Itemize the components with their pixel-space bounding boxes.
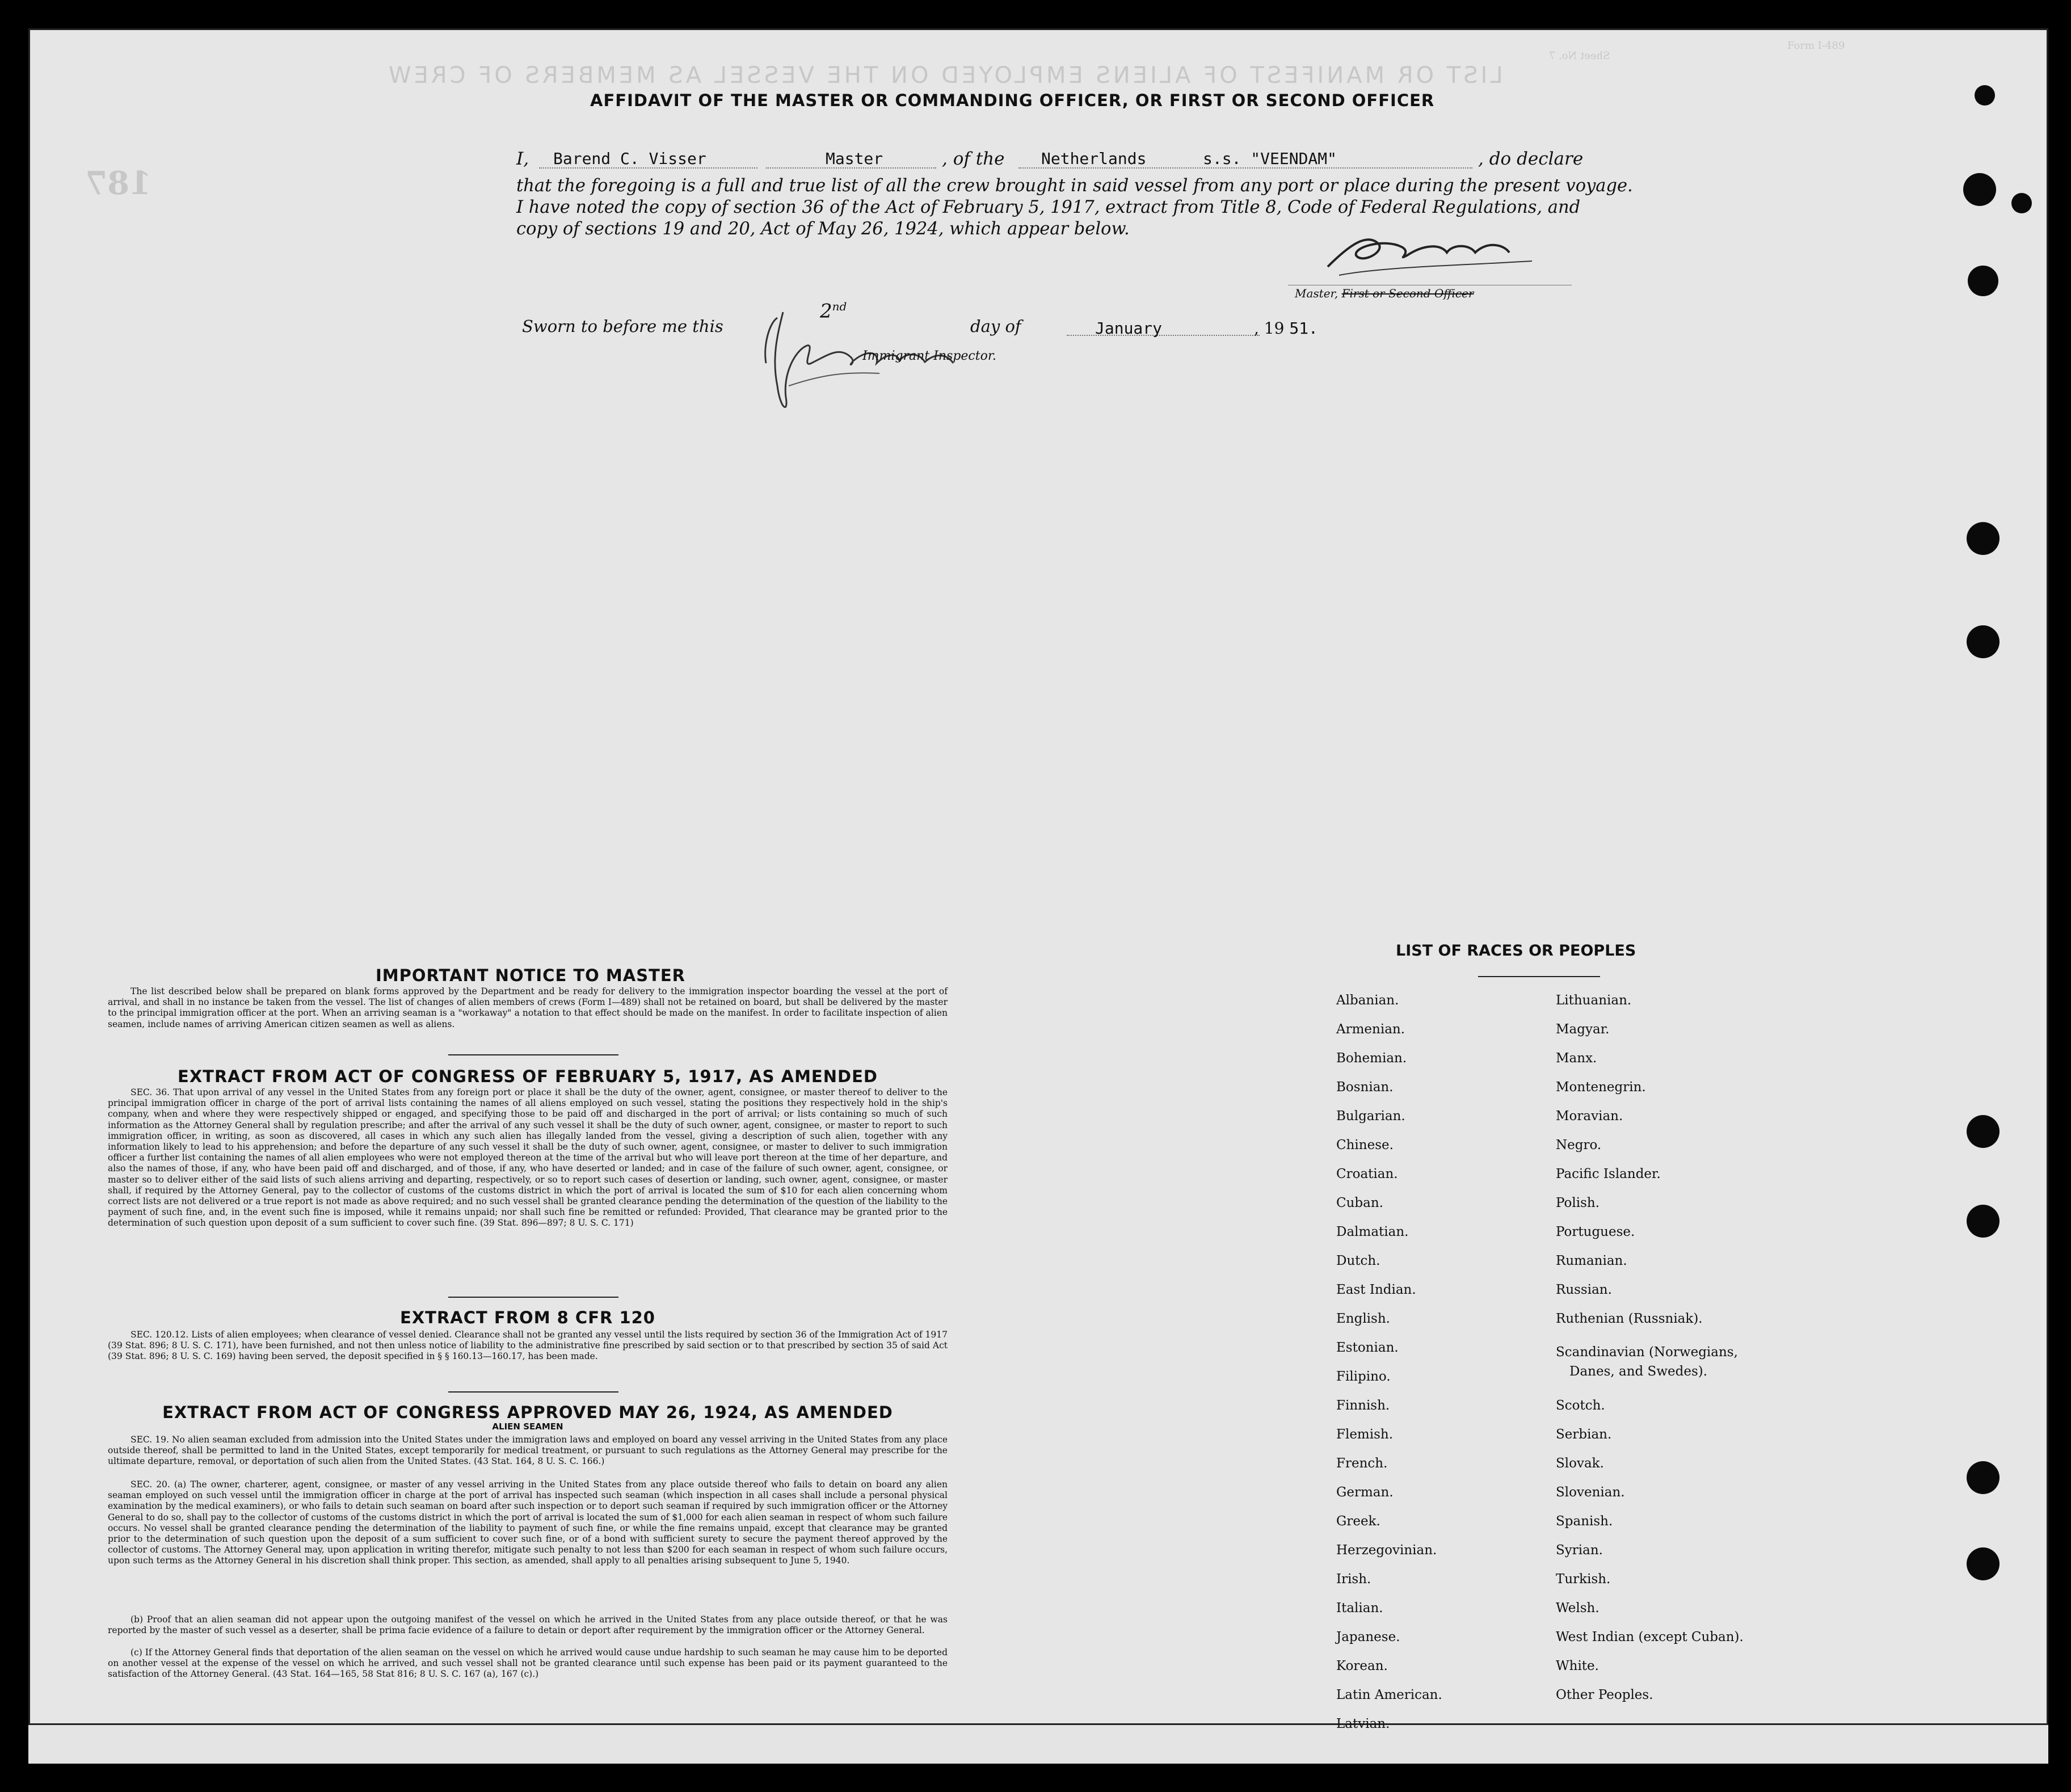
vessel-name: s.s. "VEENDAM" xyxy=(1203,149,1337,168)
race-item: Bohemian. xyxy=(1336,1051,1407,1066)
inspector-signature xyxy=(755,301,1050,426)
race-item: Scotch. xyxy=(1556,1398,1605,1413)
race-item: Finnish. xyxy=(1336,1398,1390,1413)
master-caption-struck: First or Second Officer xyxy=(1341,287,1474,300)
extract-1924-sec19: SEC. 19. No alien seaman excluded from admission into the United States under the immigration laws and employed on board any vessel arriving in the United States from any place outside thereof, shall be permitted to land in the United States, except temporarily for medical treatment, or pursuant to such regulations as the Attorney General may prescribe for the ultimate departure, removal, or deportation of such alien from the United States. (43 Stat. 164, 8 U. S. C. 166.) xyxy=(108,1435,948,1467)
extract-1917-title: EXTRACT FROM ACT OF CONGRESS OF FEBRUARY 5, 1917, AS AMENDED xyxy=(178,1067,878,1086)
race-item: Cuban. xyxy=(1336,1196,1383,1210)
race-item: Other Peoples. xyxy=(1556,1688,1653,1702)
nationality: Netherlands xyxy=(1041,149,1147,168)
rule-2 xyxy=(448,1297,618,1298)
punch-hole xyxy=(1968,266,1998,296)
race-item: Moravian. xyxy=(1556,1109,1623,1124)
extract-1924-sec20b: (b) Proof that an alien seaman did not appear upon the outgoing manifest of the vessel on which he arrived in the United States from any place outside thereof, or that he was reported by the master of such vessel as a deserter, shall be prima facie evidence of a failure to detain or deport after requirement by the immigration officer or the Attorney General. xyxy=(108,1614,948,1636)
rule-3 xyxy=(448,1391,618,1393)
affidavit-title: AFFIDAVIT OF THE MASTER OR COMMANDING OFFICER, OR FIRST OR SECOND OFFICER xyxy=(590,91,1435,110)
punch-hole xyxy=(1967,1205,2000,1238)
page-frame xyxy=(28,28,2048,1725)
race-item: Syrian. xyxy=(1556,1543,1603,1558)
race-item: Montenegrin. xyxy=(1556,1080,1646,1095)
master-signature xyxy=(1316,221,1543,284)
master-caption-master: Master, xyxy=(1295,287,1342,300)
inspector-caption: Immigrant Inspector. xyxy=(862,349,996,363)
punch-hole xyxy=(1975,85,1995,106)
extract-1924-subtitle: ALIEN SEAMEN xyxy=(492,1421,563,1432)
punch-hole xyxy=(1967,1461,2000,1494)
sworn-day-number: 2 xyxy=(820,300,832,323)
race-item: Rumanian. xyxy=(1556,1253,1627,1268)
punch-hole xyxy=(1967,522,2000,555)
affidavit-line-3: I have noted the copy of section 36 of the Act of February 5, 1917, extract from Title 8, Code of Federal Regulations, and xyxy=(516,197,1581,217)
race-item: Dutch. xyxy=(1336,1253,1380,1268)
affidavit-line-2: that the foregoing is a full and true list of all the crew brought in said vessel from any port or place during the present voyage. xyxy=(516,176,1633,196)
master-name: Barend C. Visser xyxy=(553,149,706,168)
race-item: Greek. xyxy=(1336,1514,1380,1529)
races-rule xyxy=(1478,976,1600,977)
extract-1924-sec20a: SEC. 20. (a) The owner, charterer, agent, consignee, or master of any vessel arriving in the United States from any place outside thereof who fails to detain on board any alien seaman employed on such vessel until the immigration officer in charge at the port of arrival has inspected such seaman (which inspection in all cases shall include a personal physical examination by the medical examiners), or who fails to detain such seaman on board after such inspection or to deport such seaman if required by such immigration officer or the Attorney General to do so, shall pay to the collector of customs of the customs district in which the port of arrival is located the sum of $1,000 for each alien seaman in respect of whom such failure occurs. No vessel shall be granted clearance pending the determination of the liability to payment of such fine, or while the fine remains unpaid, except that clearance may be granted prior to the determination of such question upon the deposit of a sum sufficient to cover such fine, or of a bond with sufficient surety to secure the payment thereof approved by the collector of customs. The Attorney General may, upon application in writing therefor, mitigate such penalty to not less than $200 for each seaman in respect of whom such failure occurs, upon such terms as the Attorney General in his discretion shall think proper. This section, as amended, shall apply to all penalties arising subsequent to June 5, 1940. xyxy=(108,1479,948,1566)
race-item: Negro. xyxy=(1556,1138,1602,1152)
race-item: Armenian. xyxy=(1336,1022,1405,1037)
extract-1917-body: SEC. 36. That upon arrival of any vessel in the United States from any foreign port or place it shall be the duty of the owner, agent, consignee, or master thereof to deliver to the principal immigration officer in charge of the port of arrival lists containing the names of all aliens employed on such vessel, stating the positions they respectively hold in the ship's company, when and where they were respectively shipped or engaged, and specifying those to be paid off and discharged in the port of arrival; or lists containing so much of such information as the Attorney General shall by regulation prescribe; and after the arrival of any such vessel it shall be the duty of such owner, agent, consignee, or master to report to such immigration officer, in writing, as soon as discovered, all cases in which any such alien has illegally landed from the vessel, giving a description of such alien, together with any information likely to lead to his apprehension; and before the departure of any such vessel it shall be the duty of such owner, agent, consignee, or master to deliver to such immigration officer a further list containing the names of all alien employees who were not employed thereon at the time of the arrival but who will leave port thereon at the time of her departure, and also the names of those, if any, who have been paid off and discharged, and of those, if any, who have deserted or landed; and in case of the failure of such owner, agent, consignee, or master so to deliver either of the said lists of such aliens arriving and departing, respectively, or so to report such cases of desertion or landing, such owner, agent, consignee, or master shall, if required by the Attorney General, pay to the collector of customs of the customs district in which the port of arrival is located the sum of $10 for each alien concerning whom correct lists are not delivered or a true report is not made as above required; and no such vessel shall be granted clearance pending the determination of the question of the liability to the payment of such fine, and, in the event such fine is imposed, while it remains unpaid; nor shall such fine be remitted or refunded: Provided, That clearance may be granted prior to the determination of such question upon deposit of a sum sufficient to cover such fine. (39 Stat. 896—897; 8 U. S. C. 171) xyxy=(108,1087,948,1229)
sworn-year-suffix: 51. xyxy=(1289,319,1318,338)
day-of-text: day of xyxy=(970,317,1021,336)
race-item: East Indian. xyxy=(1336,1282,1416,1297)
rule-1 xyxy=(448,1054,618,1055)
master-caption xyxy=(1295,287,1474,300)
race-item: Irish. xyxy=(1336,1572,1371,1587)
affidavit-line-4: copy of sections 19 and 20, Act of May 26, 1924, which appear below. xyxy=(516,219,1130,239)
notice-body: The list described below shall be prepared on blank forms approved by the Department and be ready for delivery to the immigration inspector boarding the vessel at the port of arrival, and shall in no instance be taken from the vessel. The list of changes of alien members of crews (Form I—489) shall not be retained on board, but shall be delivered by the master to the principal immigration officer at the port. When an arriving seaman is a "workaway" a notation to that effect should be made on the manifest. In order to facilitate inspection of alien seamen, include names of arriving American citizen seamen as well as aliens. xyxy=(108,986,948,1029)
race-item: Latin American. xyxy=(1336,1688,1442,1702)
race-item: Scandinavian (Norwegians, xyxy=(1556,1345,1738,1360)
punch-hole xyxy=(1967,1547,2000,1580)
race-item: Serbian. xyxy=(1556,1427,1612,1442)
race-item: Spanish. xyxy=(1556,1514,1613,1529)
bleed-through-sheet: Sheet No. 7 xyxy=(1549,50,1610,62)
race-item: Slovenian. xyxy=(1556,1485,1625,1500)
race-item: Dalmatian. xyxy=(1336,1225,1409,1239)
race-item: English. xyxy=(1336,1311,1390,1326)
race-item: Polish. xyxy=(1556,1196,1600,1210)
punch-hole xyxy=(1967,1115,2000,1148)
races-title: LIST OF RACES OR PEOPLES xyxy=(1396,942,1636,960)
race-item: French. xyxy=(1336,1456,1388,1471)
document-sheet xyxy=(28,28,2048,1764)
race-item: Bulgarian. xyxy=(1336,1109,1405,1124)
punch-hole xyxy=(1967,625,2000,658)
race-item: German. xyxy=(1336,1485,1394,1500)
race-item: Latvian. xyxy=(1336,1717,1390,1731)
sworn-year xyxy=(1254,319,1318,338)
bleed-through-heading: LIST OR MANIFEST OF ALIENS EMPLOYED ON THE VESSEL AS MEMBERS OF CREW xyxy=(386,62,1503,89)
race-item: Italian. xyxy=(1336,1601,1383,1616)
bleed-through-number: 187 xyxy=(85,165,151,202)
race-item: White. xyxy=(1556,1659,1599,1673)
bleed-through-form: Form I-489 xyxy=(1787,40,1845,52)
race-item: Portuguese. xyxy=(1556,1225,1635,1239)
affidavit-of-the: , of the xyxy=(942,149,1005,169)
race-item: Filipino. xyxy=(1336,1369,1391,1384)
race-item: Manx. xyxy=(1556,1051,1597,1066)
race-item: Flemish. xyxy=(1336,1427,1394,1442)
race-item: Estonian. xyxy=(1336,1340,1399,1355)
race-item: Croatian. xyxy=(1336,1167,1398,1181)
race-item: Russian. xyxy=(1556,1282,1612,1297)
sworn-text: Sworn to before me this xyxy=(522,317,723,336)
race-item: Herzegovinian. xyxy=(1336,1543,1437,1558)
punch-hole xyxy=(2011,193,2032,213)
race-item: Albanian. xyxy=(1336,993,1399,1008)
extract-1924-sec20c: (c) If the Attorney General finds that deportation of the alien seaman on the vessel on which he arrived would cause undue hardship to such seaman he may cause him to be deported on another vessel at the expense of the vessel on which he arrived, and such vessel shall not be granted clearance until such expense has been paid or its payment guaranteed to the satisfaction of the Attorney General. (43 Stat. 164—165, 58 Stat 816; 8 U. S. C. 167 (a), 167 (c).) xyxy=(108,1647,948,1680)
race-item: Turkish. xyxy=(1556,1572,1611,1587)
sworn-day-suffix: nd xyxy=(832,300,847,313)
punch-hole xyxy=(1963,173,1996,206)
race-item: Korean. xyxy=(1336,1659,1388,1673)
race-item: Ruthenian (Russniak). xyxy=(1556,1311,1703,1326)
affidavit-do-declare: , do declare xyxy=(1478,149,1584,169)
affidavit-i: I, xyxy=(516,149,529,169)
sworn-month: January xyxy=(1095,319,1163,338)
notice-title: IMPORTANT NOTICE TO MASTER xyxy=(375,966,686,985)
race-item: Danes, and Swedes). xyxy=(1569,1364,1708,1379)
extract-cfr-body: SEC. 120.12. Lists of alien employees; when clearance of vessel denied. Clearance shall not be granted any vessel until the lists required by section 36 of the Immigration Act of 1917 (39 Stat. 896; 8 U. S. C. 171), have been furnished, and not then unless notice of liability to the administrative fine prescribed by said section or to that prescribed by section 35 of said Act (39 Stat. 896; 8 U. S. C. 169) having been served, the deposit specified in § § 160.13—160.17, has been made. xyxy=(108,1330,948,1362)
race-item: Slovak. xyxy=(1556,1456,1604,1471)
extract-cfr-title: EXTRACT FROM 8 CFR 120 xyxy=(400,1308,655,1327)
race-item: Japanese. xyxy=(1336,1630,1400,1644)
race-item: Welsh. xyxy=(1556,1601,1599,1616)
race-item: Chinese. xyxy=(1336,1138,1394,1152)
race-item: West Indian (except Cuban). xyxy=(1556,1630,1744,1644)
race-item: Bosnian. xyxy=(1336,1080,1394,1095)
master-rank: Master xyxy=(826,149,883,168)
race-item: Lithuanian. xyxy=(1556,993,1632,1008)
race-item: Magyar. xyxy=(1556,1022,1610,1037)
extract-1924-title: EXTRACT FROM ACT OF CONGRESS APPROVED MAY 26, 1924, AS AMENDED xyxy=(162,1403,893,1422)
sworn-year-prefix: , 19 xyxy=(1254,319,1285,338)
race-item: Pacific Islander. xyxy=(1556,1167,1661,1181)
